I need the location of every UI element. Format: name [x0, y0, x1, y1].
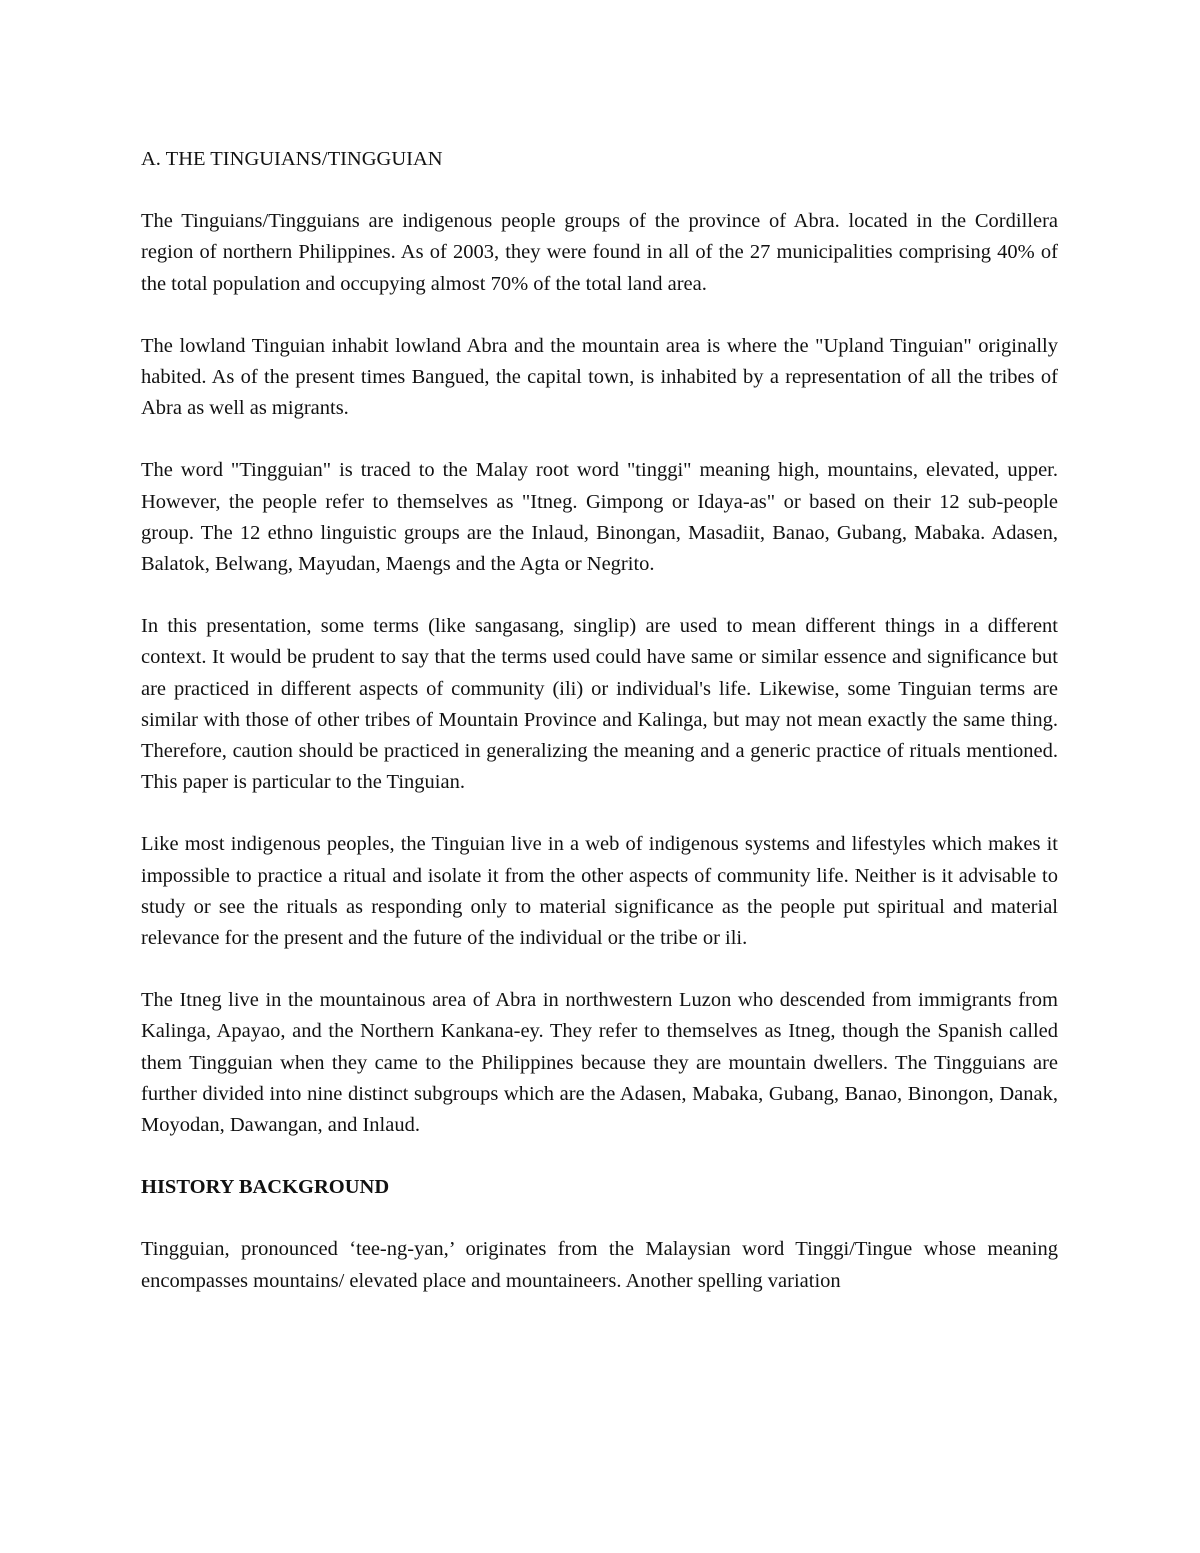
paragraph-indigenous-systems: Like most indigenous peoples, the Tinguian live in a web of indigenous systems and lifestyles which makes it impossible to practice a ritual and isolate it from the other aspects of community life. Neither is it advisable to study or see the rituals as responding only to material significance as the people put spiritual and material relevance for the present and the future of the individual or the tribe or ili.	[141, 833, 1058, 950]
paragraph-itneg-subgroups: The Itneg live in the mountainous area of Abra in northwestern Luzon who descended from immigrants from Kalinga, Apayao, and the Northern Kankana-ey. They refer to themselves as Itneg, though the Spanish called them Tingguian when they came to the Philippines because they are mountain dwellers. The Tingguians are further divided into nine distinct subgroups which are the Adasen, Mabaka, Gubang, Banao, Binongon, Danak, Moyodan, Dawangan, and Inlaud.	[141, 989, 1058, 1137]
section-heading-history: HISTORY BACKGROUND	[141, 1176, 390, 1199]
paragraph-history-pronunciation: Tingguian, pronounced ‘tee-ng-yan,’ originates from the Malaysian word Tinggi/Tingue whose meaning encompasses mountains/ elevated place and mountaineers. Another spelling variation	[141, 1238, 1058, 1292]
paragraph-word-origin: The word "Tingguian" is traced to the Malay root word "tinggi" meaning high, mountains, elevated, upper. However, the people refer to themselves as "Itneg. Gimpong or Idaya-as" or based on their 12 sub-people group. The 12 ethno linguistic groups are the Inlaud, Binongan, Masadiit, Banao, Gubang, Mabaka. Adasen, Balatok, Belwang, Mayudan, Maengs and the Agta or Negrito.	[141, 459, 1058, 576]
paragraph-population: The Tinguians/Tingguians are indigenous people groups of the province of Abra. located in the Cordillera region of northern Philippines. As of 2003, they were found in all of the 27 municipalities comprising 40% of the total population and occupying almost 70% of the total land area.	[141, 210, 1058, 295]
paragraph-terms-context: In this presentation, some terms (like sangasang, singlip) are used to mean different things in a different context. It would be prudent to say that the terms used could have same or similar essence and significance but are practiced in different aspects of community (ili) or individual's life. Likewise, some Tinguian terms are similar with those of other tribes of Mountain Province and Kalinga, but may not mean exactly the same thing. Therefore, caution should be practiced in generalizing the meaning and a generic practice of rituals mentioned. This paper is particular to the Tinguian.	[141, 615, 1058, 794]
paragraph-lowland-upland: The lowland Tinguian inhabit lowland Abra and the mountain area is where the "Upland Tinguian" originally habited. As of the present times Bangued, the capital town, is inhabited by a representation of all the tribes of Abra as well as migrants.	[141, 334, 1058, 420]
document-page	[141, 144, 1058, 1328]
document-title: A. THE TINGUIANS/TINGGUIAN	[141, 148, 443, 170]
